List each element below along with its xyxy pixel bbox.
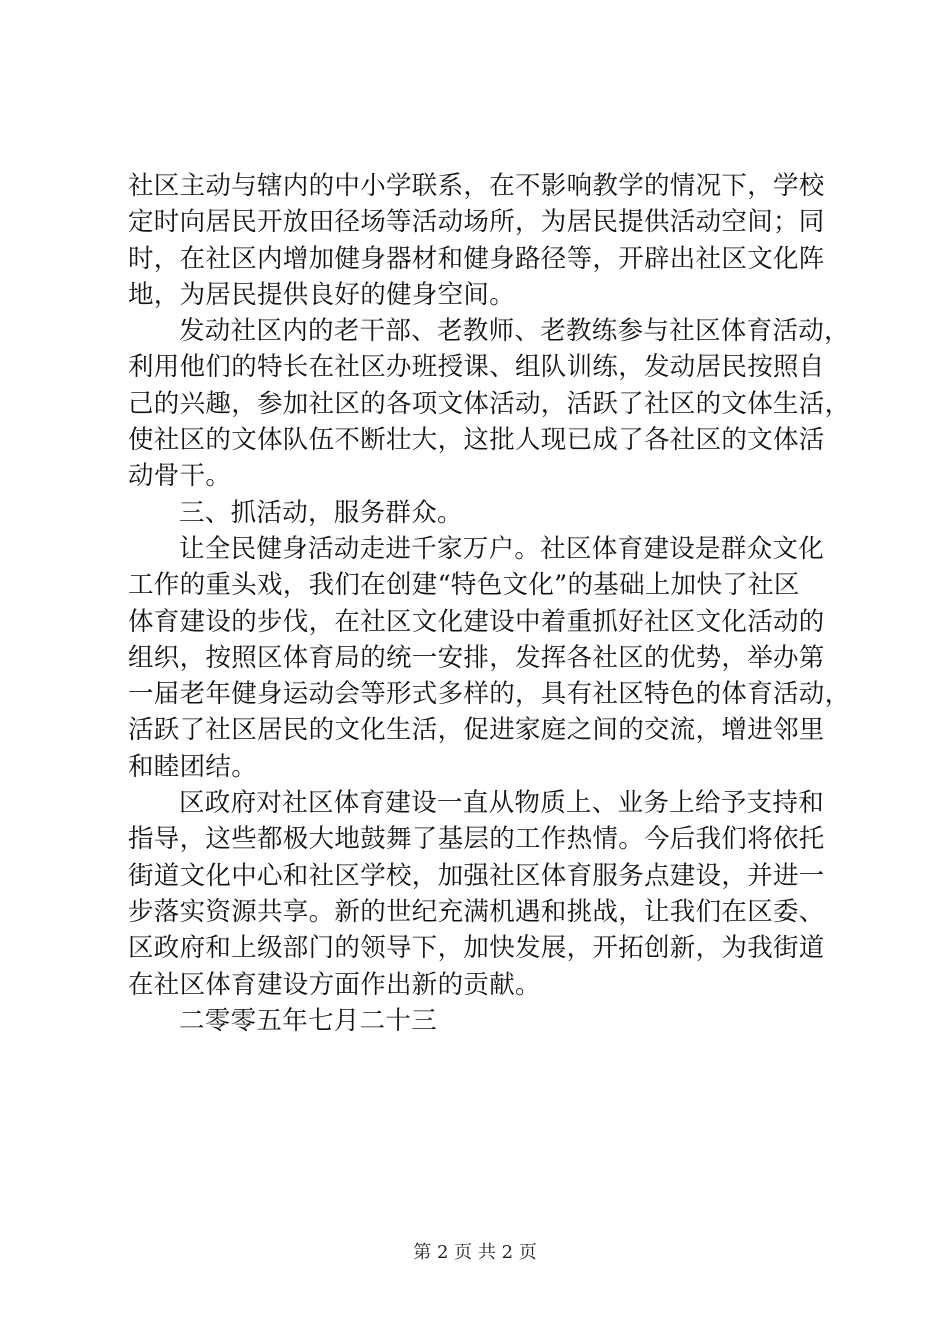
text-line: 工作的重头戏，我们在创建“特色文化”的基础上加快了社区 bbox=[128, 570, 800, 601]
text-line: 使社区的文体队伍不断壮大，这批人现已成了各社区的文体活 bbox=[128, 425, 825, 456]
text-line: 地，为居民提供良好的健身空间。 bbox=[128, 279, 516, 310]
text-line: 社区主动与辖内的中小学联系，在不影响教学的情况下，学校 bbox=[128, 171, 825, 201]
text-line: 时，在社区内增加健身器材和健身路径等，开辟出社区文化阵 bbox=[128, 243, 825, 274]
text-line: 一届老年健身运动会等形式多样的，具有社区特色的体育活动， bbox=[128, 679, 851, 710]
text-line: 街道文化中心和社区学校，加强社区体育服务点建设，并进一 bbox=[128, 860, 825, 891]
page-footer: 第 2 页 共 2 页 bbox=[413, 1242, 537, 1263]
text-line: 三、抓活动，服务群众。 bbox=[179, 497, 463, 528]
text-line: 区政府和上级部门的领导下，加快发展，开拓创新，为我街道 bbox=[128, 933, 825, 964]
text-line: 定时向居民开放田径场等活动场所，为居民提供活动空间；同 bbox=[128, 207, 825, 238]
text-line: 二零零五年七月二十三 bbox=[179, 1005, 438, 1036]
text-line: 指导，这些都极大地鼓舞了基层的工作热情。今后我们将依托 bbox=[128, 824, 825, 855]
text-line: 己的兴趣，参加社区的各项文体活动，活跃了社区的文体生活， bbox=[128, 388, 851, 419]
text-line: 让全民健身活动走进千家万户。社区体育建设是群众文化 bbox=[179, 533, 825, 564]
text-line: 利用他们的特长在社区办班授课、组队训练，发动居民按照自 bbox=[128, 352, 825, 383]
document-body bbox=[128, 168, 851, 1039]
text-line: 动骨干。 bbox=[128, 461, 232, 492]
text-line: 发动社区内的老干部、老教师、老教练参与社区体育活动， bbox=[179, 316, 850, 347]
text-line: 体育建设的步伐，在社区文化建设中着重抓好社区文化活动的 bbox=[128, 606, 825, 637]
text-line: 步落实资源共享。新的世纪充满机遇和挑战，让我们在区委、 bbox=[128, 896, 825, 927]
text-line: 活跃了社区居民的文化生活，促进家庭之间的交流，增进邻里 bbox=[128, 715, 825, 746]
text-line: 组织，按照区体育局的统一安排，发挥各社区的优势，举办第 bbox=[128, 642, 825, 673]
text-line: 在社区体育建设方面作出新的贡献。 bbox=[128, 969, 541, 1000]
text-line: 和睦团结。 bbox=[128, 751, 258, 782]
text-line: 区政府对社区体育建设一直从物质上、业务上给予支持和 bbox=[179, 788, 825, 819]
